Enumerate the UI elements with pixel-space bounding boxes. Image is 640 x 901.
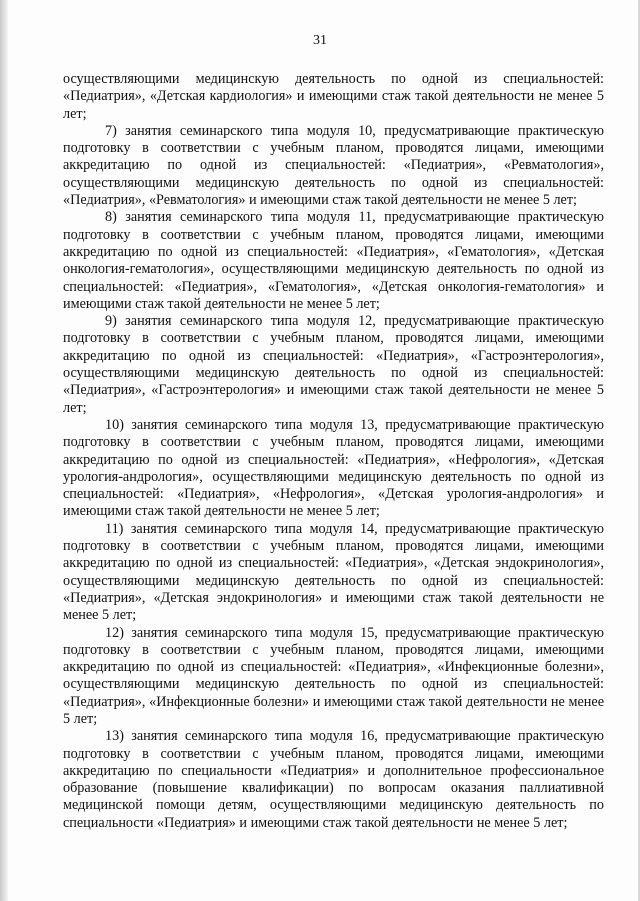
- document-body: [63, 71, 604, 832]
- paragraph-item-9: 9) занятия семинарского типа модуля 12, предусматривающие практическую подготовку в соответствии с учебным планом, проводятся лицами, имеющими аккредитацию по одной из специальностей: «Педиатрия», «Гастроэнтерология», осуществляющими медицинскую деятельность по одной из специальностей: «Педиатрия», «Гастроэнтерология» и имеющими стаж такой деятельности не менее 5 лет;: [63, 313, 604, 416]
- paragraph-continuation: осуществляющими медицинскую деятельность по одной из специальностей: «Педиатрия», «Детская кардиология» и имеющими стаж такой деятельности не менее 5 лет;: [63, 71, 604, 122]
- paragraph-item-10: 10) занятия семинарского типа модуля 13, предусматривающие практическую подготовку в соответствии с учебным планом, проводятся лицами, имеющими аккредитацию по одной из специальностей: «Педиатрия», «Нефрология», «Детская урология-андрология», осуществляющими медицинскую деятельность по одной из специальностей: «Педиатрия», «Нефрология», «Детская урология-андрология» и имеющими стаж такой деятельности не менее 5 лет;: [63, 416, 604, 520]
- paragraph-item-13: 13) занятия семинарского типа модуля 16, предусматривающие практическую подготовку в соответствии с учебным планом, проводятся лицами, имеющими аккредитацию по специальности «Педиатрия» и дополнительное профессиональное образование (повышение квалификации) по вопросам оказания паллиативной медицинской помощи детям, осуществляющими медицинскую деятельность по специальности «Педиатрия» и имеющими стаж такой деятельности не менее 5 лет;: [63, 728, 604, 831]
- paragraph-item-12: 12) занятия семинарского типа модуля 15, предусматривающие практическую подготовку в соответствии с учебным планом, проводятся лицами, имеющими аккредитацию по одной из специальностей: «Педиатрия», «Инфекционные болезни», осуществляющими медицинскую деятельность по одной из специальностей: «Педиатрия», «Инфекционные болезни» и имеющими стаж такой деятельности не менее 5 лет;: [63, 624, 604, 727]
- paragraph-item-11: 11) занятия семинарского типа модуля 14, предусматривающие практическую подготовку в соответствии с учебным планом, проводятся лицами, имеющими аккредитацию по одной из специальностей: «Педиатрия», «Детская эндокринология», осуществляющими медицинскую деятельность по одной из специальностей: «Педиатрия», «Детская эндокринология» и имеющими стаж такой деятельности не менее 5 лет;: [63, 520, 604, 624]
- paragraph-item-8: 8) занятия семинарского типа модуля 11, предусматривающие практическую подготовку в соответствии с учебным планом, проводятся лицами, имеющими аккредитацию по одной из специальностей: «Педиатрия», «Гематология», «Детская онкология-гематология», осуществляющими медицинскую деятельность по одной из специальностей: «Педиатрия», «Гематология», «Детская онкология-гематология» и имеющими стаж такой деятельности не менее 5 лет;: [63, 209, 604, 312]
- page-number: 31: [313, 33, 327, 48]
- paragraph-item-7: 7) занятия семинарского типа модуля 10, предусматривающие практическую подготовку в соответствии с учебным планом, проводятся лицами, имеющими аккредитацию по одной из специальностей: «Педиатрия», «Ревматология», осуществляющими медицинскую деятельность по одной из специальностей: «Педиатрия», «Ревматология» и имеющими стаж такой деятельности не менее 5 лет;: [63, 122, 604, 209]
- scan-edge: [0, 0, 8, 901]
